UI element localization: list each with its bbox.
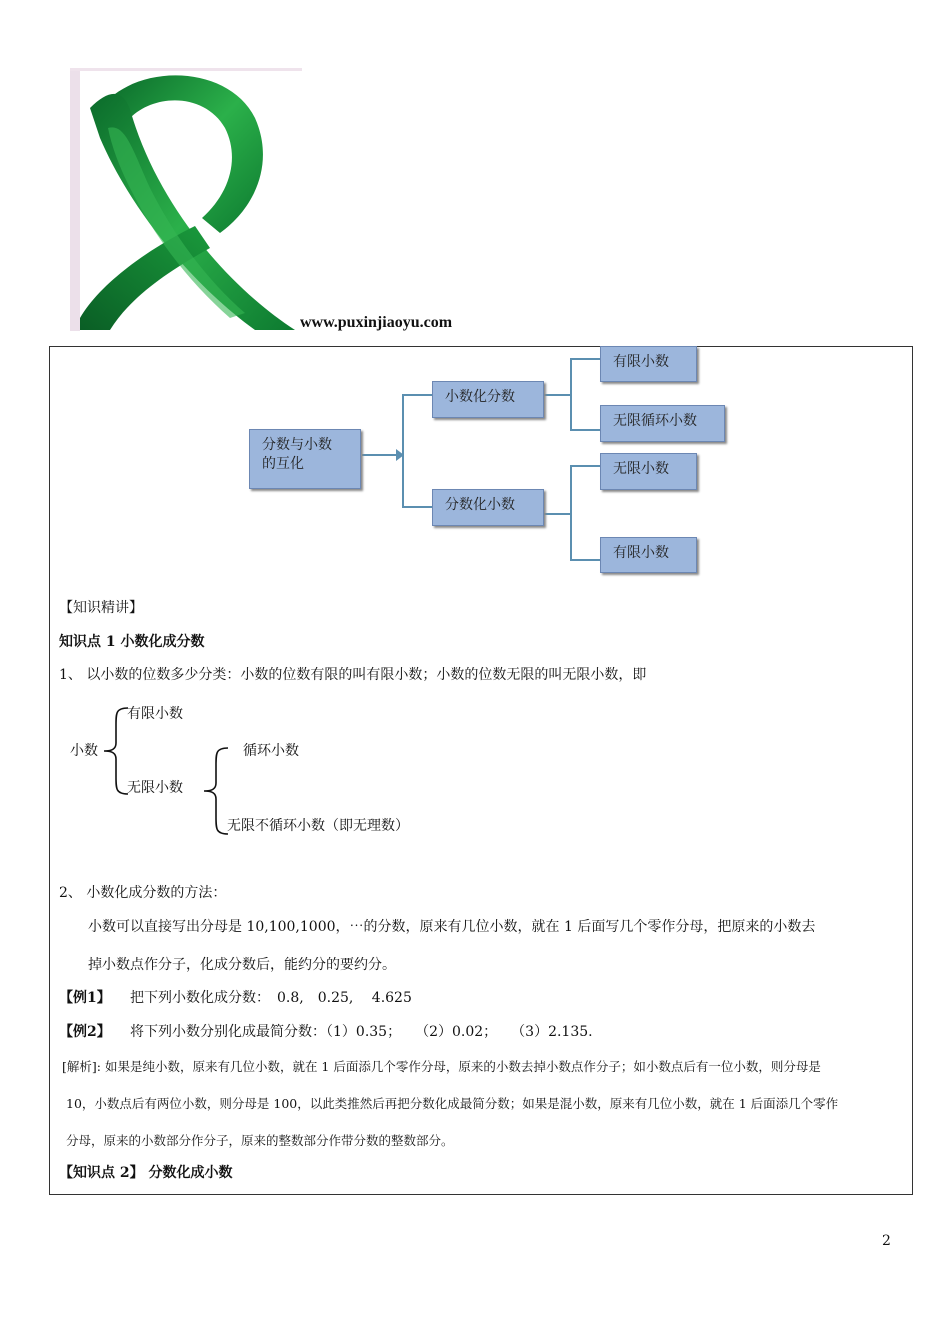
kp2-title: 【知识点 2】 分数化成小数	[59, 1165, 233, 1181]
brace-icon	[100, 705, 130, 801]
tree-repeating: 循环小数	[243, 743, 299, 759]
diagram-leaf-infinite: 无限小数	[600, 453, 697, 490]
diagram-leaf-repeating: 无限循环小数	[600, 405, 725, 442]
analysis-line-3: 分母，原来的小数部分作分子，原来的整数部分作带分数的整数部分。	[66, 1133, 454, 1148]
connector-line	[570, 429, 600, 431]
diagram-leaf-finite-top: 有限小数	[600, 346, 697, 382]
analysis-line-2: 10，小数点后有两位小数，则分母是 100，以此类推然后再把分数化成最简分数；如果是混小数，原来有几位小数，就在 1 后面添几个零作	[66, 1096, 839, 1111]
connector-line	[570, 465, 600, 467]
connector-line	[544, 394, 571, 396]
green-ribbon-logo-icon	[70, 68, 302, 331]
tree-root: 小数	[70, 743, 98, 759]
method-line-2: 掉小数点作分子，化成分数后，能约分的要约分。	[88, 957, 396, 973]
kp1-title: 知识点 1 小数化成分数	[59, 634, 205, 650]
item-2: 2、 小数化成分数的方法：	[59, 885, 227, 901]
section-heading: 【知识精讲】	[59, 600, 143, 616]
diagram-root-line2: 的互化	[262, 456, 304, 472]
page-number: 2	[882, 1233, 891, 1249]
method-line-1: 小数可以直接写出分母是 10,100,1000，⋯的分数，原来有几位小数，就在 1 后面写几个零作分母，把原来的小数去	[88, 919, 816, 935]
connector-line	[402, 394, 404, 507]
tree-finite: 有限小数	[127, 706, 183, 722]
connector-line	[544, 513, 571, 515]
tree-non-repeating: 无限不循环小数（即无理数）	[227, 818, 409, 834]
example-2-label: 【例2】	[59, 1024, 111, 1040]
diagram-branch-bottom: 分数化小数	[432, 489, 544, 526]
brace-icon	[200, 745, 230, 841]
connector-line	[570, 465, 572, 560]
diagram-branch-top: 小数化分数	[432, 381, 544, 418]
connector-line	[402, 394, 432, 396]
example-2-text: 将下列小数分别化成最简分数：（1）0.35； （2）0.02； （3）2.135.	[130, 1024, 593, 1040]
connector-line	[570, 358, 572, 430]
analysis-line-1: [解析]: 如果是纯小数，原来有几位小数，就在 1 后面添几个零作分母，原来的小数去掉小数点作分子；如小数点后有一位小数，则分母是	[62, 1059, 821, 1074]
example-1-label: 【例1】	[59, 990, 111, 1006]
connector-line	[402, 506, 432, 508]
tree-infinite: 无限小数	[127, 780, 183, 796]
diagram-leaf-finite-bottom: 有限小数	[600, 537, 697, 573]
diagram-root-node	[249, 429, 361, 489]
diagram-root-line1: 分数与小数	[262, 437, 332, 453]
connector-line	[570, 358, 600, 360]
connector-line	[570, 559, 600, 561]
example-1-text: 把下列小数化成分数： 0.8, 0.25, 4.625	[130, 990, 412, 1006]
item-1: 1、 以小数的位数多少分类：小数的位数有限的叫有限小数；小数的位数无限的叫无限小数，即	[59, 667, 647, 683]
site-url[interactable]: www.puxinjiaoyu.com	[300, 314, 453, 331]
